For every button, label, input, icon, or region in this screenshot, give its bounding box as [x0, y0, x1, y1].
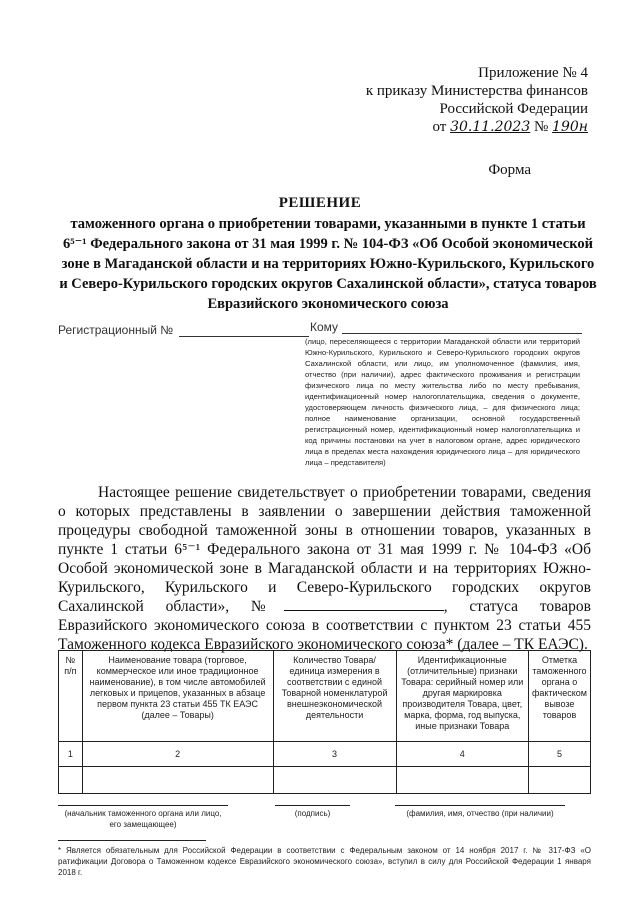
- registration-label: Регистрационный №: [58, 323, 174, 337]
- order-number: 190н: [552, 119, 588, 135]
- document-title: РЕШЕНИЕ: [278, 195, 362, 211]
- table-header-row: [59, 651, 591, 742]
- approval-line-1: Приложение № 4: [478, 65, 588, 81]
- footnote: * Является обязательным для Российской Федерации в соответствии с Федеральным законом от 14 ноября 2017 г. № 317-ФЗ «О ратификации Договора о Таможенном кодексе Евразийского экономического союза», вступил в силу для Российской Федерации 1 января 2018 г.: [58, 846, 591, 877]
- table-cell: [59, 767, 83, 794]
- header-customs-mark: Отметка таможенного органа о фактическом вывозе товаров: [528, 651, 590, 742]
- column-number-5: 5: [528, 742, 590, 767]
- recipient-note: (лицо, переселяющееся с территории Магаданской области или территорий Южно-Курильского, Курильского и Северо-Курильского городских округов Сахалинской области, или лицо, им уполномоченное (фамилия, имя, отчество (при наличии), адрес фактического проживания и регистрации физического лица по месту жительства либо по месту пребывания, идентификационный номер налогоплательщика, сведения о документе, удостоверяющем личность физического лица, – для физического лица; полное наименование организации, основной государственный регистрационный номер, идентификационный номер налогоплательщика и код причины постановки на учет в налоговом органе, адрес юридического лица в пределах места нахождения юридического лица – для юридического лица – представителя): [305, 337, 580, 467]
- column-number-3: 3: [273, 742, 396, 767]
- recipient-label: Кому: [310, 320, 339, 334]
- approval-line-2: к приказу Министерства финансов: [365, 83, 588, 99]
- form-label: Форма: [488, 162, 531, 178]
- body-part-2: , статуса товаров Евразийского экономического союза в соответствии с пунктом 23 статьи 455 Таможенного кодекса Евразийского экономического союза* (далее – ТК ЕАЭС).: [58, 598, 591, 653]
- goods-table: [58, 650, 591, 794]
- column-number-4: 4: [396, 742, 528, 767]
- table-row: [59, 767, 591, 794]
- column-number-1: 1: [59, 742, 83, 767]
- table-row: [59, 742, 591, 767]
- signature-line: (подпись): [275, 805, 350, 819]
- table-cell: [273, 767, 396, 794]
- recipient-blank-line: [342, 333, 582, 334]
- number-prefix: №: [533, 119, 549, 135]
- table-cell: [528, 767, 590, 794]
- approval-line-3: Российской Федерации: [439, 101, 588, 117]
- registration-number-field: [58, 323, 309, 337]
- name-signature-line: (фамилия, имя, отчество (при наличии): [395, 805, 565, 819]
- header-number: № п/п: [59, 651, 83, 742]
- approval-date-line: [348, 118, 588, 136]
- header-identification: Идентификационные (отличительные) признаки Товара: серийный номер или другая маркировка производителя Товара, цвет, марка, форма, год выпуска, иные признаки Товара: [396, 651, 528, 742]
- document-subtitle: таможенного органа о приобретении товарами, указанными в пункте 1 статьи 6⁵⁻¹ Федерального закона от 31 мая 1999 г. № 104-ФЗ «Об Особой экономической зоне в Магаданской области и на территориях Южно-Курильского, Курильского и Северо-Курильского городских округов Сахалинской области», статуса товаров Евразийского экономического союза: [59, 216, 597, 312]
- application-number-blank: [284, 610, 444, 611]
- official-signature-line: (начальник таможенного органа или лицо, его замещающее): [58, 805, 228, 830]
- table-cell: [396, 767, 528, 794]
- decision-body: [58, 483, 591, 654]
- footnote-divider: [58, 840, 206, 841]
- header-quantity: Количество Товара/единица измерения в соответствии с единой Товарной номенклатурой внешнеэкономической деятельности: [273, 651, 396, 742]
- column-number-2: 2: [82, 742, 273, 767]
- header-goods-name: Наименование товара (торговое, коммерческое или иное традиционное наименование), в том числе автомобилей легковых и прицепов, указанных в абзаце первом пункта 23 статьи 455 ТК ЕАЭС (далее – Товары): [82, 651, 273, 742]
- approval-block: [348, 64, 588, 136]
- registration-blank-line: [179, 336, 309, 337]
- body-part-1: Настоящее решение свидетельствует о приобретении товарами, сведения о которых представлены в заявлении о завершении действия таможенной процедуры свободной таможенной зоны в отношении товаров, указанных в пункте 1 статьи 6⁵⁻¹ Федерального закона от 31 мая 1999 г. № 104-ФЗ «Об Особой экономической зоне в Магаданской области и на территориях Южно-Курильского, Курильского и Северо-Курильского городских округов Сахалинской области», №: [58, 484, 591, 615]
- date-prefix: от: [432, 119, 447, 135]
- table-cell: [82, 767, 273, 794]
- order-date: 30.11.2023: [450, 119, 531, 135]
- recipient-field: [310, 320, 582, 334]
